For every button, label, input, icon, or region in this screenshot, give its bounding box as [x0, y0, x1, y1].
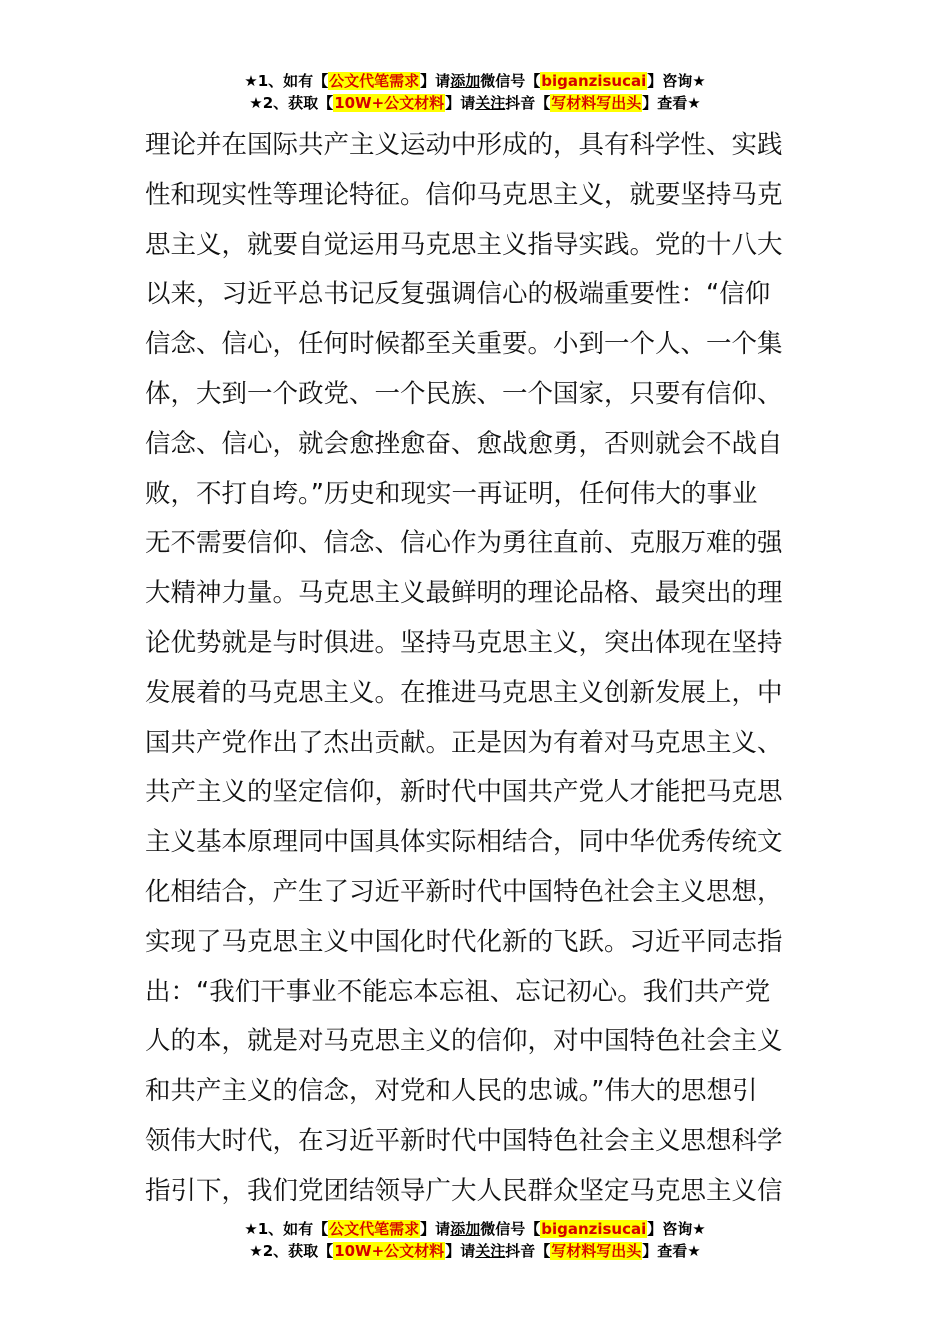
banner-text: 抖音【	[505, 94, 551, 112]
banner-line-2	[0, 92, 950, 114]
body-line: 败，不打自垮。”历史和现实一再证明，任何伟大的事业	[145, 478, 758, 509]
highlight-ghostwriting: 公文代笔需求	[329, 1220, 420, 1238]
body-line: 主义基本原理同中国具体实际相结合，同中华优秀传统文	[145, 827, 783, 858]
body-line: 和共产主义的信念，对党和人民的忠诚。”伟大的思想引	[145, 1076, 758, 1107]
banner-text: ★2、获取【	[249, 1242, 334, 1260]
banner-text: 】请	[445, 1242, 476, 1260]
highlight-douyin-account: 写材料写出头	[551, 1242, 642, 1260]
banner-text: 】请	[445, 94, 476, 112]
banner-text: 】查看★	[642, 94, 701, 112]
banner-line-2	[0, 1240, 950, 1262]
body-line: 国共产党作出了杰出贡献。正是因为有着对马克思主义、	[145, 727, 783, 758]
body-line: 信念、信心，任何时候都至关重要。小到一个人、一个集	[145, 329, 783, 360]
body-line: 论优势就是与时俱进。坚持马克思主义，突出体现在坚持	[145, 627, 783, 658]
body-line: 出：“我们干事业不能忘本忘祖、忘记初心。我们共产党	[145, 976, 771, 1007]
banner-text: 】咨询★	[647, 1220, 706, 1238]
banner-underlined-text: 添加	[450, 1220, 481, 1238]
body-line: 体，大到一个政党、一个民族、一个国家，只要有信仰、	[145, 378, 783, 409]
body-line: 性和现实性等理论特征。信仰马克思主义，就要坚持马克	[145, 179, 783, 210]
banner-line-1	[0, 70, 950, 92]
body-line: 指引下，我们党团结领导广大人民群众坚定马克思主义信	[145, 1175, 783, 1206]
banner-underlined-text: 关注	[475, 94, 506, 112]
banner-text: 】请	[420, 72, 451, 90]
body-line: 发展着的马克思主义。在推进马克思主义创新发展上，中	[145, 677, 783, 708]
banner-text: ★1、如有【	[244, 72, 329, 90]
highlight-douyin-account: 写材料写出头	[551, 94, 642, 112]
highlight-materials: 10W+公文材料	[334, 1242, 445, 1260]
highlight-materials: 10W+公文材料	[334, 94, 445, 112]
banner-text: 微信号【	[480, 72, 541, 90]
banner-line-1	[0, 1218, 950, 1240]
header-banner	[0, 70, 950, 114]
banner-underlined-text: 添加	[450, 72, 481, 90]
highlight-ghostwriting: 公文代笔需求	[329, 72, 420, 90]
highlight-wechat-id: biganzisucai	[541, 72, 647, 90]
banner-text: 】请	[420, 1220, 451, 1238]
body-line: 领伟大时代，在习近平新时代中国特色社会主义思想科学	[145, 1125, 783, 1156]
banner-text: 】咨询★	[647, 72, 706, 90]
highlight-wechat-id: biganzisucai	[541, 1220, 647, 1238]
banner-text: ★2、获取【	[249, 94, 334, 112]
body-line: 化相结合，产生了习近平新时代中国特色社会主义思想，	[145, 876, 783, 907]
body-line: 无不需要信仰、信念、信心作为勇往直前、克服万难的强	[145, 528, 783, 559]
body-line: 大精神力量。马克思主义最鲜明的理论品格、最突出的理	[145, 578, 783, 609]
banner-text: ★1、如有【	[244, 1220, 329, 1238]
body-line: 信念、信心，就会愈挫愈奋、愈战愈勇，否则就会不战自	[145, 428, 783, 459]
banner-text: 】查看★	[642, 1242, 701, 1260]
body-line: 以来，习近平总书记反复强调信心的极端重要性：“信仰	[145, 279, 771, 310]
body-line: 共产主义的坚定信仰，新时代中国共产党人才能把马克思	[145, 777, 783, 808]
body-line: 人的本，就是对马克思主义的信仰，对中国特色社会主义	[145, 1026, 783, 1057]
banner-underlined-text: 关注	[475, 1242, 506, 1260]
body-line: 实现了马克思主义中国化时代化新的飞跃。习近平同志指	[145, 926, 783, 957]
banner-text: 微信号【	[480, 1220, 541, 1238]
body-line: 思主义，就要自觉运用马克思主义指导实践。党的十八大	[145, 229, 783, 260]
body-line: 理论并在国际共产主义运动中形成的，具有科学性、实践	[145, 130, 783, 160]
footer-banner	[0, 1218, 950, 1262]
banner-text: 抖音【	[505, 1242, 551, 1260]
document-body	[145, 121, 815, 1217]
